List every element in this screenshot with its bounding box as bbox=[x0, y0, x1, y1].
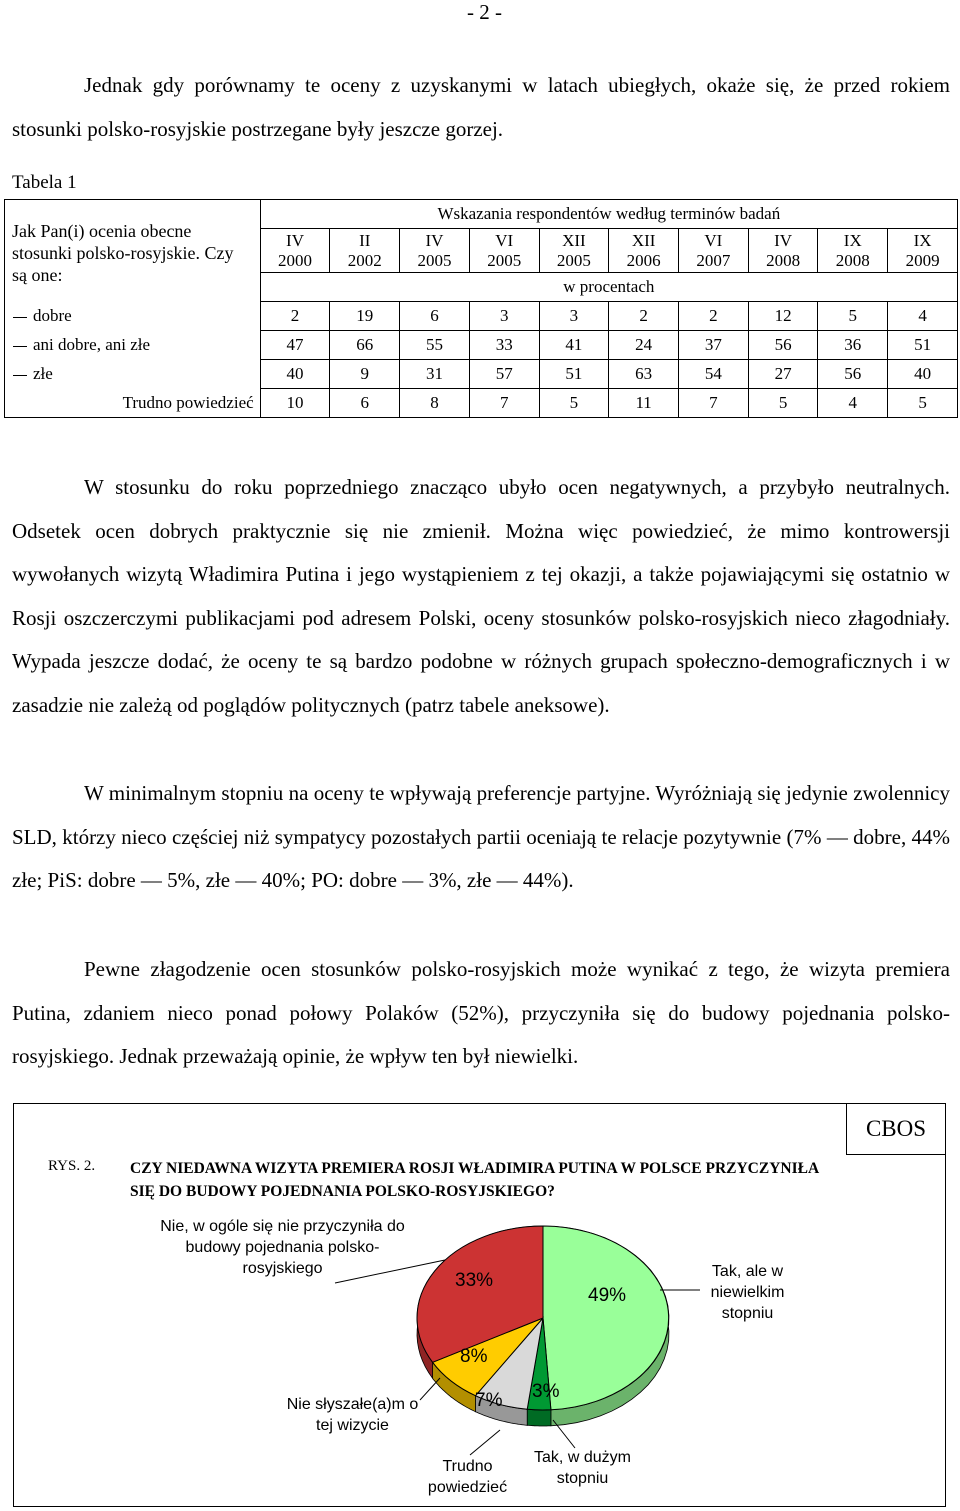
column-year: 2000 bbox=[278, 250, 313, 270]
table-cell: 7 bbox=[469, 389, 539, 418]
slice-value-large: 3% bbox=[532, 1381, 560, 1402]
slice-label-large: Tak, w dużym stopniu bbox=[534, 1449, 631, 1487]
column-month: XII bbox=[562, 230, 586, 250]
intro-text: Jednak gdy porównamy te oceny z uzyskanymi w latach ubiegłych, okaże się, że przed rokiem stosunki polsko-rosyjskie postrzegane były jeszcze gorzej. bbox=[12, 73, 950, 141]
table-cell: 56 bbox=[748, 331, 818, 360]
slice-value-unaware: 8% bbox=[460, 1346, 488, 1367]
column-year: 2005 bbox=[556, 250, 591, 270]
table-cell: 10 bbox=[260, 389, 330, 418]
column-month: IV bbox=[774, 230, 793, 250]
column-year: 2005 bbox=[417, 250, 452, 270]
column-month: VI bbox=[704, 230, 723, 250]
slice-label-unaware: Nie słyszałe(a)m o tej wizycie bbox=[286, 1396, 419, 1434]
table-cell: 3 bbox=[539, 302, 609, 331]
table-cell: 12 bbox=[748, 302, 818, 331]
column-year: 2005 bbox=[487, 250, 522, 270]
column-month: II bbox=[359, 230, 371, 250]
table-cell: 51 bbox=[888, 331, 958, 360]
table-question: Jak Pan(i) ocenia obecne stosunki polsko-rosyjskie. Czy są one: bbox=[12, 221, 234, 285]
column-month: IV bbox=[286, 230, 304, 250]
table-cell: 5 bbox=[539, 389, 609, 418]
table-cell: 19 bbox=[330, 302, 400, 331]
slice-value-small: 49% bbox=[588, 1285, 627, 1306]
table-cell: 5 bbox=[888, 389, 958, 418]
table-cell: 31 bbox=[400, 360, 470, 389]
column-month: IX bbox=[913, 230, 932, 250]
table-cell: 7 bbox=[678, 389, 748, 418]
row-label-text: dobre bbox=[33, 306, 72, 325]
body-text-1: W stosunku do roku poprzedniego znacząco ubyło ocen negatywnych, a przybyło neutralnych. Odsetek ocen dobrych praktycznie się nie zmienił. Można więc powiedzieć, że mimo kontrowersji wywołanych wizytą Władimira Putina i jego wystąpieniem z tej okazji, a także pojawiającymi się ostatnio w Rosji oszczerczymi publikacjami pod adresem Polski, oceny stosunków polsko-rosyjskich nieco złagodniały. Wypada jeszcze dodać, że oceny te są bardzo podobne w różnych grupach społeczno-demograficznych i w zasadzie nie zależą od poglądów politycznych (patrz tabele aneksowe). bbox=[12, 475, 950, 717]
column-month: XII bbox=[631, 230, 656, 250]
table-cell: 54 bbox=[678, 360, 748, 389]
table-cell: 56 bbox=[818, 360, 888, 389]
slice-label-hard-to-say: Trudno powiedzieć bbox=[427, 1458, 508, 1496]
cbos-badge: CBOS bbox=[846, 1103, 946, 1155]
table-cell: 6 bbox=[330, 389, 400, 418]
table-cell: 2 bbox=[260, 302, 330, 331]
column-year: 2006 bbox=[626, 250, 661, 270]
table-cell: 5 bbox=[748, 389, 818, 418]
column-year: 2002 bbox=[347, 250, 382, 270]
table-cell: 4 bbox=[818, 389, 888, 418]
table-cell: 40 bbox=[888, 360, 958, 389]
table-cell: 2 bbox=[609, 302, 679, 331]
column-year: 2008 bbox=[766, 250, 801, 270]
table-cell: 41 bbox=[539, 331, 609, 360]
table-label: Tabela 1 bbox=[12, 172, 77, 193]
leader-line bbox=[470, 1430, 500, 1455]
body-text-2: W minimalnym stopniu na oceny te wpływają preferencje partyjne. Wyróżniają się jedynie zwolennicy SLD, którzy nieco częściej niż sympatycy pozostałych partii oceniają te relacje pozytywnie (7% — dobre, 44% złe; PiS: dobre — 5%, złe — 40%; PO: dobre — 3%, złe — 44%). bbox=[12, 781, 950, 892]
pie-side-1 bbox=[527, 1409, 551, 1426]
row-label-text: złe bbox=[33, 364, 53, 383]
table-cell: 63 bbox=[609, 360, 679, 389]
row-label-text: Trudno powiedzieć bbox=[122, 392, 254, 412]
table-cell: 9 bbox=[330, 360, 400, 389]
table-cell: 5 bbox=[818, 302, 888, 331]
figure-label: RYS. 2. bbox=[48, 1158, 96, 1174]
table-cell: 3 bbox=[469, 302, 539, 331]
column-year: 2008 bbox=[835, 250, 870, 270]
table-cell: 40 bbox=[260, 360, 330, 389]
table-cell: 66 bbox=[330, 331, 400, 360]
table-cell: 24 bbox=[609, 331, 679, 360]
table-cell: 33 bbox=[469, 331, 539, 360]
table-cell: 37 bbox=[678, 331, 748, 360]
table-cell: 36 bbox=[818, 331, 888, 360]
table-cell: 57 bbox=[469, 360, 539, 389]
slice-label-small: Tak, ale w niewielkim stopniu bbox=[710, 1263, 785, 1322]
table-unit: w procentach bbox=[260, 273, 957, 302]
column-month: IX bbox=[843, 230, 862, 250]
table-cell: 8 bbox=[400, 389, 470, 418]
column-year: 2007 bbox=[696, 250, 731, 270]
table-cell: 27 bbox=[748, 360, 818, 389]
column-year: 2009 bbox=[905, 250, 940, 270]
column-month: VI bbox=[495, 230, 514, 250]
table-cell: 55 bbox=[400, 331, 470, 360]
slice-label-no: Nie, w ogóle się nie przyczyniła do budowy pojednania polsko-rosyjskiego bbox=[160, 1218, 405, 1277]
page-number: - 2 - bbox=[467, 0, 502, 24]
body-text-3: Pewne złagodzenie ocen stosunków polsko-rosyjskich może wynikać z tego, że wizyta premiera Putina, zdaniem nieco ponad połowy Polaków (52%), przyczyniła się do budowy pojednania polsko-rosyjskiego. Jednak przeważają opinie, że wpływ ten był niewielki. bbox=[12, 957, 950, 1068]
table-cell: 51 bbox=[539, 360, 609, 389]
row-label-text: ani dobre, ani złe bbox=[33, 335, 151, 354]
table-cell: 2 bbox=[678, 302, 748, 331]
table-cell: 4 bbox=[888, 302, 958, 331]
column-month: IV bbox=[425, 230, 444, 250]
chart-title: CZY NIEDAWNA WIZYTA PREMIERA ROSJI WŁADIMIRA PUTINA W POLSCE PRZYCZYNIŁA SIĘ DO BUDOWY POJEDNANIA POLSKO-ROSYJSKIEGO? bbox=[130, 1160, 819, 1200]
slice-value-hard-to-say: 7% bbox=[475, 1390, 503, 1411]
table-cell: 47 bbox=[260, 331, 330, 360]
table-cell: 6 bbox=[400, 302, 470, 331]
table-cell: 11 bbox=[609, 389, 679, 418]
table-header: Wskazania respondentów według terminów badań bbox=[260, 200, 957, 229]
slice-value-no: 33% bbox=[455, 1270, 494, 1291]
